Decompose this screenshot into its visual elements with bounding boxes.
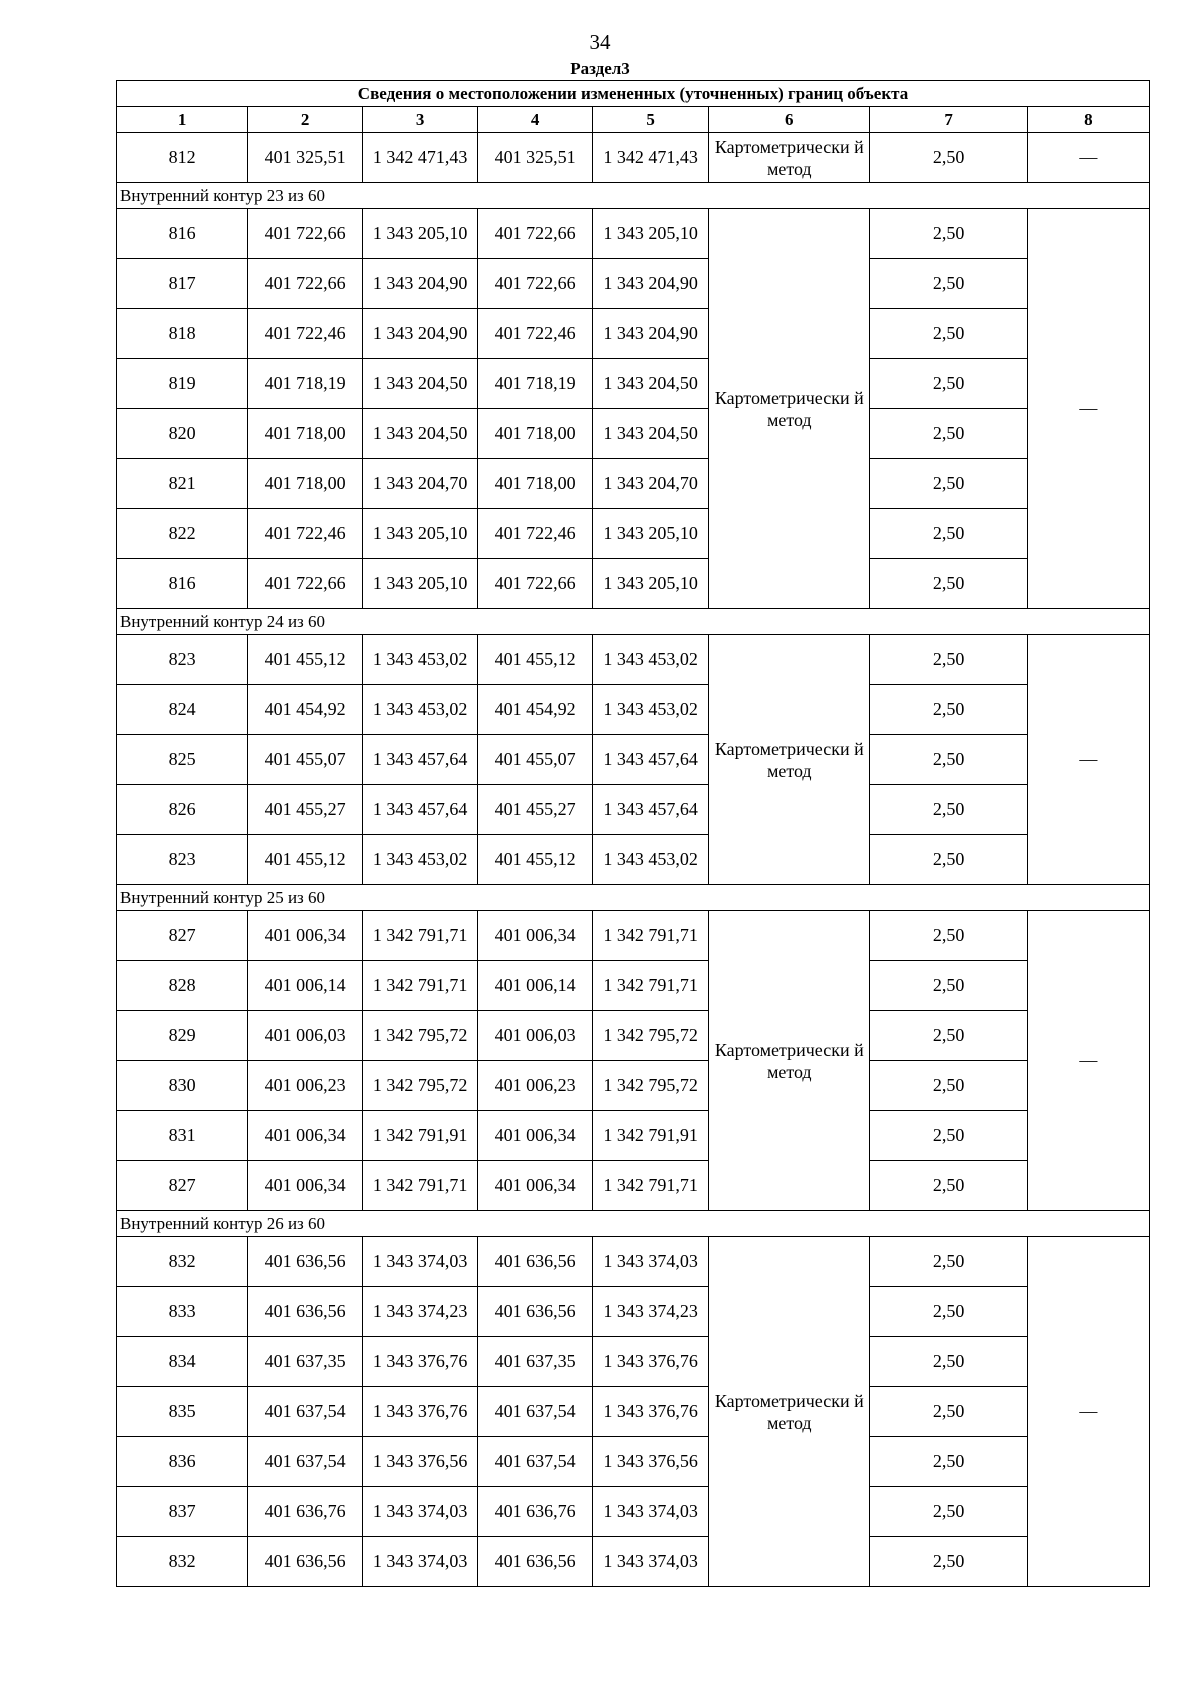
point-number: 816 bbox=[117, 559, 248, 609]
coord-x-refined: 401 722,66 bbox=[478, 559, 593, 609]
note-cell: — bbox=[1027, 1237, 1149, 1587]
coord-y-refined: 1 342 791,71 bbox=[593, 911, 709, 961]
table-caption: Сведения о местоположении измененных (уточненных) границ объекта bbox=[117, 81, 1150, 107]
coord-y-refined: 1 343 374,03 bbox=[593, 1237, 709, 1287]
coord-x-existing: 401 637,35 bbox=[248, 1337, 363, 1387]
coord-x-refined: 401 718,19 bbox=[478, 359, 593, 409]
point-number: 816 bbox=[117, 209, 248, 259]
coord-y-refined: 1 342 471,43 bbox=[593, 133, 709, 183]
contour-label: Внутренний контур 23 из 60 bbox=[117, 183, 1150, 209]
coord-x-existing: 401 636,56 bbox=[248, 1537, 363, 1587]
coord-y-refined: 1 343 453,02 bbox=[593, 835, 709, 885]
table-row bbox=[117, 685, 1150, 735]
note-cell: — bbox=[1027, 911, 1149, 1211]
coord-y-refined: 1 342 791,71 bbox=[593, 961, 709, 1011]
contour-header-row bbox=[117, 885, 1150, 911]
coord-x-existing: 401 637,54 bbox=[248, 1387, 363, 1437]
coord-y-existing: 1 343 204,70 bbox=[363, 459, 478, 509]
note-cell: — bbox=[1027, 635, 1149, 885]
column-number: 4 bbox=[478, 107, 593, 133]
point-number: 822 bbox=[117, 509, 248, 559]
point-number: 828 bbox=[117, 961, 248, 1011]
column-number: 3 bbox=[363, 107, 478, 133]
coord-x-refined: 401 637,54 bbox=[478, 1437, 593, 1487]
coord-x-existing: 401 455,07 bbox=[248, 735, 363, 785]
precision-cell: 2,50 bbox=[870, 635, 1027, 685]
precision-cell: 2,50 bbox=[870, 133, 1027, 183]
table-row bbox=[117, 509, 1150, 559]
coord-x-refined: 401 637,54 bbox=[478, 1387, 593, 1437]
point-number: 826 bbox=[117, 785, 248, 835]
coord-y-existing: 1 343 457,64 bbox=[363, 735, 478, 785]
coord-x-refined: 401 636,56 bbox=[478, 1237, 593, 1287]
coord-x-existing: 401 722,66 bbox=[248, 209, 363, 259]
table-row bbox=[117, 1061, 1150, 1111]
coord-x-refined: 401 006,14 bbox=[478, 961, 593, 1011]
coord-y-existing: 1 342 791,71 bbox=[363, 961, 478, 1011]
point-number: 821 bbox=[117, 459, 248, 509]
coord-y-refined: 1 343 204,50 bbox=[593, 409, 709, 459]
precision-cell: 2,50 bbox=[870, 459, 1027, 509]
coord-y-existing: 1 343 205,10 bbox=[363, 509, 478, 559]
point-number: 824 bbox=[117, 685, 248, 735]
precision-cell: 2,50 bbox=[870, 685, 1027, 735]
table-row bbox=[117, 835, 1150, 885]
coord-y-existing: 1 343 374,03 bbox=[363, 1537, 478, 1587]
table-row bbox=[117, 1387, 1150, 1437]
coord-y-refined: 1 343 205,10 bbox=[593, 559, 709, 609]
coord-x-refined: 401 454,92 bbox=[478, 685, 593, 735]
coord-y-existing: 1 343 204,50 bbox=[363, 409, 478, 459]
table-row bbox=[117, 1237, 1150, 1287]
coord-y-refined: 1 343 204,50 bbox=[593, 359, 709, 409]
point-number: 817 bbox=[117, 259, 248, 309]
coord-x-refined: 401 006,34 bbox=[478, 911, 593, 961]
table-row bbox=[117, 1337, 1150, 1387]
coord-x-refined: 401 637,35 bbox=[478, 1337, 593, 1387]
coord-x-refined: 401 455,12 bbox=[478, 635, 593, 685]
table-row bbox=[117, 1111, 1150, 1161]
contour-header-row bbox=[117, 609, 1150, 635]
precision-cell: 2,50 bbox=[870, 1387, 1027, 1437]
coord-x-existing: 401 006,34 bbox=[248, 911, 363, 961]
precision-cell: 2,50 bbox=[870, 1287, 1027, 1337]
coord-y-refined: 1 343 205,10 bbox=[593, 509, 709, 559]
coord-x-refined: 401 718,00 bbox=[478, 409, 593, 459]
coordinates-table bbox=[116, 80, 1150, 1587]
precision-cell: 2,50 bbox=[870, 785, 1027, 835]
coord-y-refined: 1 343 204,70 bbox=[593, 459, 709, 509]
table-row bbox=[117, 1011, 1150, 1061]
coord-x-existing: 401 455,27 bbox=[248, 785, 363, 835]
point-number: 837 bbox=[117, 1487, 248, 1537]
column-number: 8 bbox=[1027, 107, 1149, 133]
coord-y-refined: 1 343 204,90 bbox=[593, 309, 709, 359]
coord-y-existing: 1 343 453,02 bbox=[363, 685, 478, 735]
coord-x-existing: 401 006,34 bbox=[248, 1161, 363, 1211]
coord-y-existing: 1 342 795,72 bbox=[363, 1061, 478, 1111]
coord-x-existing: 401 722,46 bbox=[248, 309, 363, 359]
coord-y-existing: 1 343 376,76 bbox=[363, 1387, 478, 1437]
coord-y-existing: 1 342 791,71 bbox=[363, 1161, 478, 1211]
column-number: 2 bbox=[248, 107, 363, 133]
coord-y-refined: 1 343 376,56 bbox=[593, 1437, 709, 1487]
point-number: 823 bbox=[117, 835, 248, 885]
table-row bbox=[117, 133, 1150, 183]
contour-label: Внутренний контур 25 из 60 bbox=[117, 885, 1150, 911]
table-row bbox=[117, 1537, 1150, 1587]
table-row bbox=[117, 911, 1150, 961]
precision-cell: 2,50 bbox=[870, 1011, 1027, 1061]
coord-y-refined: 1 343 453,02 bbox=[593, 635, 709, 685]
table-row bbox=[117, 259, 1150, 309]
coord-x-existing: 401 006,03 bbox=[248, 1011, 363, 1061]
method-cell: Картометрически й метод bbox=[709, 1237, 870, 1587]
table-row bbox=[117, 735, 1150, 785]
table-row bbox=[117, 635, 1150, 685]
precision-cell: 2,50 bbox=[870, 559, 1027, 609]
coord-y-refined: 1 342 791,71 bbox=[593, 1161, 709, 1211]
column-number: 7 bbox=[870, 107, 1027, 133]
contour-label: Внутренний контур 26 из 60 bbox=[117, 1211, 1150, 1237]
point-number: 820 bbox=[117, 409, 248, 459]
note-cell: — bbox=[1027, 209, 1149, 609]
coord-x-existing: 401 006,23 bbox=[248, 1061, 363, 1111]
coord-y-existing: 1 343 457,64 bbox=[363, 785, 478, 835]
column-number: 5 bbox=[593, 107, 709, 133]
coord-y-refined: 1 343 376,76 bbox=[593, 1387, 709, 1437]
precision-cell: 2,50 bbox=[870, 1537, 1027, 1587]
page-number: 34 bbox=[589, 30, 611, 54]
coord-y-refined: 1 343 204,90 bbox=[593, 259, 709, 309]
point-number: 829 bbox=[117, 1011, 248, 1061]
point-number: 833 bbox=[117, 1287, 248, 1337]
coord-y-refined: 1 343 205,10 bbox=[593, 209, 709, 259]
coord-y-existing: 1 343 374,23 bbox=[363, 1287, 478, 1337]
precision-cell: 2,50 bbox=[870, 259, 1027, 309]
point-number: 827 bbox=[117, 1161, 248, 1211]
coord-x-refined: 401 006,34 bbox=[478, 1161, 593, 1211]
coord-x-existing: 401 637,54 bbox=[248, 1437, 363, 1487]
method-cell: Картометрически й метод bbox=[709, 635, 870, 885]
coord-y-existing: 1 343 374,03 bbox=[363, 1237, 478, 1287]
coord-x-refined: 401 722,46 bbox=[478, 309, 593, 359]
point-number: 818 bbox=[117, 309, 248, 359]
coord-x-existing: 401 718,00 bbox=[248, 459, 363, 509]
precision-cell: 2,50 bbox=[870, 1061, 1027, 1111]
point-number: 832 bbox=[117, 1237, 248, 1287]
point-number: 831 bbox=[117, 1111, 248, 1161]
coord-y-existing: 1 343 453,02 bbox=[363, 835, 478, 885]
coord-x-refined: 401 455,27 bbox=[478, 785, 593, 835]
table-row bbox=[117, 961, 1150, 1011]
table-row bbox=[117, 1437, 1150, 1487]
precision-cell: 2,50 bbox=[870, 309, 1027, 359]
coord-x-existing: 401 722,66 bbox=[248, 559, 363, 609]
table-row bbox=[117, 309, 1150, 359]
coord-y-refined: 1 343 374,03 bbox=[593, 1487, 709, 1537]
precision-cell: 2,50 bbox=[870, 835, 1027, 885]
method-cell: Картометрически й метод bbox=[709, 209, 870, 609]
coord-x-existing: 401 455,12 bbox=[248, 635, 363, 685]
coord-x-existing: 401 454,92 bbox=[248, 685, 363, 735]
coord-x-existing: 401 636,56 bbox=[248, 1237, 363, 1287]
coord-y-refined: 1 343 457,64 bbox=[593, 735, 709, 785]
table-row bbox=[117, 209, 1150, 259]
precision-cell: 2,50 bbox=[870, 509, 1027, 559]
coord-y-existing: 1 342 795,72 bbox=[363, 1011, 478, 1061]
table-row bbox=[117, 409, 1150, 459]
coord-y-refined: 1 343 374,23 bbox=[593, 1287, 709, 1337]
coord-x-existing: 401 636,76 bbox=[248, 1487, 363, 1537]
coord-y-existing: 1 343 374,03 bbox=[363, 1487, 478, 1537]
contour-label: Внутренний контур 24 из 60 bbox=[117, 609, 1150, 635]
table-row bbox=[117, 459, 1150, 509]
method-cell: Картометрически й метод bbox=[709, 911, 870, 1211]
coord-y-refined: 1 343 376,76 bbox=[593, 1337, 709, 1387]
point-number: 819 bbox=[117, 359, 248, 409]
coord-x-existing: 401 718,00 bbox=[248, 409, 363, 459]
coord-y-existing: 1 343 204,50 bbox=[363, 359, 478, 409]
coord-y-existing: 1 343 205,10 bbox=[363, 209, 478, 259]
table-row bbox=[117, 785, 1150, 835]
table-row bbox=[117, 1287, 1150, 1337]
contour-header-row bbox=[117, 1211, 1150, 1237]
precision-cell: 2,50 bbox=[870, 1111, 1027, 1161]
coord-y-existing: 1 342 791,71 bbox=[363, 911, 478, 961]
coord-y-existing: 1 343 376,76 bbox=[363, 1337, 478, 1387]
coord-x-refined: 401 722,46 bbox=[478, 509, 593, 559]
coord-y-existing: 1 343 376,56 bbox=[363, 1437, 478, 1487]
precision-cell: 2,50 bbox=[870, 1161, 1027, 1211]
precision-cell: 2,50 bbox=[870, 1437, 1027, 1487]
coord-y-refined: 1 342 791,91 bbox=[593, 1111, 709, 1161]
coord-x-refined: 401 722,66 bbox=[478, 259, 593, 309]
coord-y-refined: 1 342 795,72 bbox=[593, 1011, 709, 1061]
coord-x-existing: 401 636,56 bbox=[248, 1287, 363, 1337]
coord-y-refined: 1 342 795,72 bbox=[593, 1061, 709, 1111]
coord-x-existing: 401 722,46 bbox=[248, 509, 363, 559]
column-number: 1 bbox=[117, 107, 248, 133]
precision-cell: 2,50 bbox=[870, 1337, 1027, 1387]
note-cell: — bbox=[1027, 133, 1149, 183]
precision-cell: 2,50 bbox=[870, 409, 1027, 459]
point-number: 812 bbox=[117, 133, 248, 183]
coord-y-existing: 1 343 453,02 bbox=[363, 635, 478, 685]
coord-x-refined: 401 006,23 bbox=[478, 1061, 593, 1111]
coord-x-existing: 401 455,12 bbox=[248, 835, 363, 885]
coord-x-refined: 401 636,56 bbox=[478, 1287, 593, 1337]
coord-x-refined: 401 006,03 bbox=[478, 1011, 593, 1061]
coord-y-existing: 1 342 791,91 bbox=[363, 1111, 478, 1161]
coord-y-existing: 1 343 205,10 bbox=[363, 559, 478, 609]
coord-y-refined: 1 343 453,02 bbox=[593, 685, 709, 735]
coord-x-existing: 401 006,14 bbox=[248, 961, 363, 1011]
coord-x-refined: 401 722,66 bbox=[478, 209, 593, 259]
coord-x-refined: 401 718,00 bbox=[478, 459, 593, 509]
coord-x-refined: 401 006,34 bbox=[478, 1111, 593, 1161]
precision-cell: 2,50 bbox=[870, 209, 1027, 259]
coord-x-existing: 401 718,19 bbox=[248, 359, 363, 409]
column-number: 6 bbox=[709, 107, 870, 133]
contour-header-row bbox=[117, 183, 1150, 209]
coord-x-refined: 401 455,07 bbox=[478, 735, 593, 785]
point-number: 834 bbox=[117, 1337, 248, 1387]
precision-cell: 2,50 bbox=[870, 961, 1027, 1011]
coord-y-refined: 1 343 374,03 bbox=[593, 1537, 709, 1587]
precision-cell: 2,50 bbox=[870, 359, 1027, 409]
coord-y-existing: 1 343 204,90 bbox=[363, 309, 478, 359]
point-number: 825 bbox=[117, 735, 248, 785]
precision-cell: 2,50 bbox=[870, 735, 1027, 785]
coord-x-existing: 401 325,51 bbox=[248, 133, 363, 183]
section-title: Раздел3 bbox=[570, 59, 630, 78]
coord-y-existing: 1 343 204,90 bbox=[363, 259, 478, 309]
coord-x-existing: 401 722,66 bbox=[248, 259, 363, 309]
coord-x-existing: 401 006,34 bbox=[248, 1111, 363, 1161]
column-number-row bbox=[117, 107, 1150, 133]
precision-cell: 2,50 bbox=[870, 911, 1027, 961]
table-row bbox=[117, 559, 1150, 609]
precision-cell: 2,50 bbox=[870, 1487, 1027, 1537]
table-caption-row bbox=[117, 81, 1150, 107]
coord-y-refined: 1 343 457,64 bbox=[593, 785, 709, 835]
point-number: 823 bbox=[117, 635, 248, 685]
method-cell: Картометрически й метод bbox=[709, 133, 870, 183]
table-row bbox=[117, 1487, 1150, 1537]
coord-x-refined: 401 325,51 bbox=[478, 133, 593, 183]
table-row bbox=[117, 1161, 1150, 1211]
coord-x-refined: 401 636,56 bbox=[478, 1537, 593, 1587]
point-number: 836 bbox=[117, 1437, 248, 1487]
point-number: 835 bbox=[117, 1387, 248, 1437]
point-number: 832 bbox=[117, 1537, 248, 1587]
table-row bbox=[117, 359, 1150, 409]
coord-y-existing: 1 342 471,43 bbox=[363, 133, 478, 183]
point-number: 827 bbox=[117, 911, 248, 961]
coord-x-refined: 401 455,12 bbox=[478, 835, 593, 885]
point-number: 830 bbox=[117, 1061, 248, 1111]
coord-x-refined: 401 636,76 bbox=[478, 1487, 593, 1537]
precision-cell: 2,50 bbox=[870, 1237, 1027, 1287]
